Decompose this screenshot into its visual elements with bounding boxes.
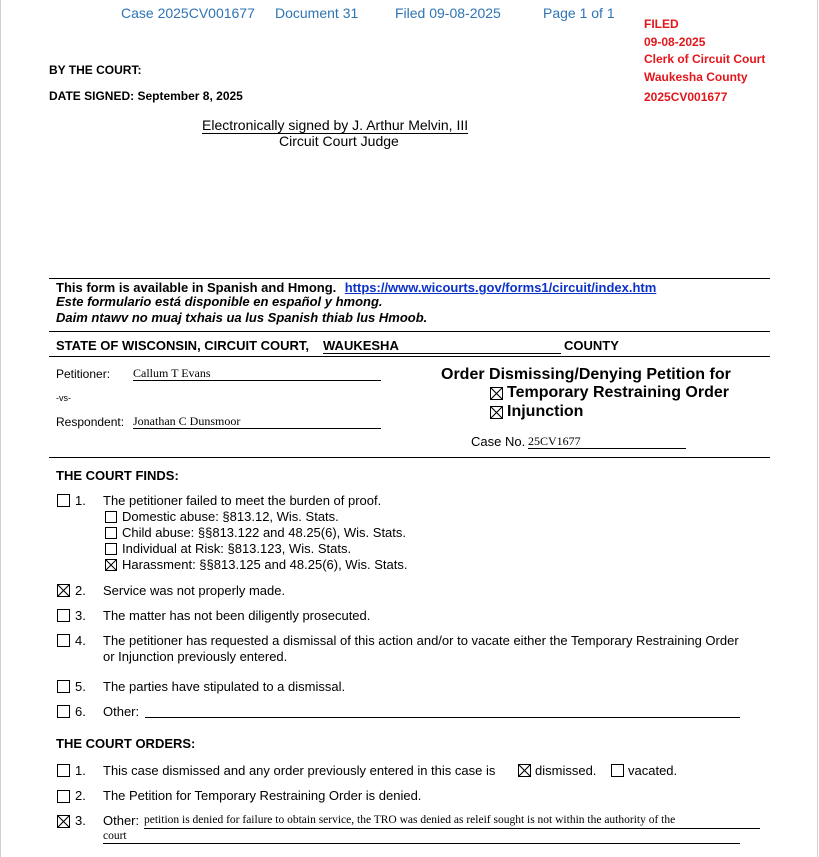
petitioner-name: Callum T Evans xyxy=(133,366,211,380)
find-3-text: The matter has not been diligently prosecuted. xyxy=(103,608,371,623)
order-1-vacated-label: vacated. xyxy=(628,763,678,778)
find-2-text: Service was not properly made. xyxy=(103,583,286,598)
order-3-detail-cont xyxy=(103,830,740,844)
order-3-text: Other: xyxy=(103,813,140,828)
orders-heading: THE COURT ORDERS: xyxy=(56,736,196,751)
header-document: Document 31 xyxy=(275,5,359,21)
header-page: Page 1 of 1 xyxy=(543,5,615,21)
signed-by: Electronically signed by J. Arthur Melvin, III xyxy=(202,117,469,133)
by-the-court: BY THE COURT: xyxy=(49,63,142,77)
petitioner-field xyxy=(133,366,381,381)
court-prefix: STATE OF WISCONSIN, CIRCUIT COURT, xyxy=(56,338,310,353)
burden-harassment-checkbox[interactable] xyxy=(105,559,117,571)
case-no-field xyxy=(528,434,686,449)
order-2-num: 2. xyxy=(75,788,86,803)
find-5-text: The parties have stipulated to a dismissal. xyxy=(103,679,346,694)
find-1-checkbox[interactable] xyxy=(57,494,70,507)
language-hmong: Daim ntawv no muaj txhais ua lus Spanish thiab lus Hmoob. xyxy=(56,310,428,325)
case-no-value: 25CV1677 xyxy=(528,434,581,448)
rule-parties-bottom xyxy=(49,457,770,458)
county-name: WAUKESHA xyxy=(323,338,399,353)
find-1-text: The petitioner failed to meet the burden of proof. xyxy=(103,493,382,508)
order-1-checkbox[interactable] xyxy=(57,764,70,777)
burden-risk-text: Individual at Risk: §813.123, Wis. Stats. xyxy=(122,541,352,556)
header-case: Case 2025CV001677 xyxy=(121,5,255,21)
order-1-vacated-checkbox[interactable] xyxy=(611,764,624,777)
rule-state-top xyxy=(49,331,770,332)
find-4-checkbox[interactable] xyxy=(57,634,70,647)
case-no-label: Case No. xyxy=(471,434,526,449)
stamp-date: 09-08-2025 xyxy=(644,35,706,49)
injunction-checkbox[interactable] xyxy=(490,406,503,419)
find-2-num: 2. xyxy=(75,583,86,598)
find-6-other-line[interactable] xyxy=(145,717,740,718)
order-3-detail-text-cont: court xyxy=(103,830,127,842)
burden-domestic-checkbox[interactable] xyxy=(105,511,117,523)
respondent-field xyxy=(133,414,381,429)
order-title-line2: Temporary Restraining Order xyxy=(507,384,729,401)
burden-domestic-text: Domestic abuse: §813.12, Wis. Stats. xyxy=(122,509,339,524)
tro-checkbox[interactable] xyxy=(490,387,503,400)
order-3-num: 3. xyxy=(75,813,86,828)
find-5-checkbox[interactable] xyxy=(57,680,70,693)
respondent-name: Jonathan C Dunsmoor xyxy=(133,414,241,428)
find-4-text: The petitioner has requested a dismissal of this action and/or to vacate either the Temporary Restraining Order xyxy=(103,633,739,648)
order-title-line1: Order Dismissing/Denying Petition for xyxy=(441,366,731,383)
stamp-case: 2025CV001677 xyxy=(644,90,728,104)
burden-harassment-text: Harassment: §§813.125 and 48.25(6), Wis. Stats. xyxy=(122,557,408,572)
find-4-num: 4. xyxy=(75,633,86,648)
forms-link[interactable]: https://www.wicourts.gov/forms1/circuit/index.htm xyxy=(344,280,657,295)
stamp-clerk: Clerk of Circuit Court xyxy=(644,52,766,66)
order-1-text: This case dismissed and any order previously entered in this case is xyxy=(103,763,496,778)
order-1-num: 1. xyxy=(75,763,86,778)
rule-state-bottom xyxy=(49,356,770,357)
order-3-checkbox[interactable] xyxy=(57,815,70,828)
burden-child-text: Child abuse: §§813.122 and 48.25(6), Wis. Stats. xyxy=(122,525,407,540)
stamp-filed: FILED xyxy=(644,17,679,31)
county-label: COUNTY xyxy=(564,338,619,353)
page-border-left xyxy=(0,0,1,857)
burden-risk-checkbox[interactable] xyxy=(105,543,117,555)
stamp-county: Waukesha County xyxy=(644,70,748,84)
petitioner-label: Petitioner: xyxy=(56,367,111,381)
page-border-right xyxy=(817,0,818,857)
respondent-label: Respondent: xyxy=(56,415,125,429)
order-2-text: The Petition for Temporary Restraining Order is denied. xyxy=(103,788,422,803)
order-3-detail xyxy=(144,814,760,829)
find-5-num: 5. xyxy=(75,679,86,694)
order-1-dismissed-label: dismissed. xyxy=(535,763,597,778)
find-3-checkbox[interactable] xyxy=(57,609,70,622)
finds-heading: THE COURT FINDS: xyxy=(56,468,179,483)
find-6-num: 6. xyxy=(75,704,86,719)
find-2-checkbox[interactable] xyxy=(57,584,70,597)
find-3-num: 3. xyxy=(75,608,86,623)
date-signed: DATE SIGNED: September 8, 2025 xyxy=(49,89,243,103)
header-filed: Filed 09-08-2025 xyxy=(395,5,501,21)
burden-child-checkbox[interactable] xyxy=(105,527,117,539)
find-4-text-cont: or Injunction previously entered. xyxy=(103,649,288,664)
order-2-checkbox[interactable] xyxy=(57,790,70,803)
county-name-field xyxy=(323,338,561,354)
vs-label: -vs- xyxy=(56,393,71,403)
find-6-checkbox[interactable] xyxy=(57,705,70,718)
order-1-dismissed-checkbox[interactable] xyxy=(518,764,531,777)
language-available: This form is available in Spanish and Hmong. xyxy=(56,280,337,295)
order-3-detail-text: petition is denied for failure to obtain service, the TRO was denied as releif sought is not within the authority of the xyxy=(144,814,676,826)
judge-title: Circuit Court Judge xyxy=(279,133,399,149)
find-1-num: 1. xyxy=(75,493,86,508)
find-6-text: Other: xyxy=(103,704,140,719)
language-spanish: Este formulario está disponible en español y hmong. xyxy=(56,294,383,309)
order-title-line3: Injunction xyxy=(507,403,584,420)
